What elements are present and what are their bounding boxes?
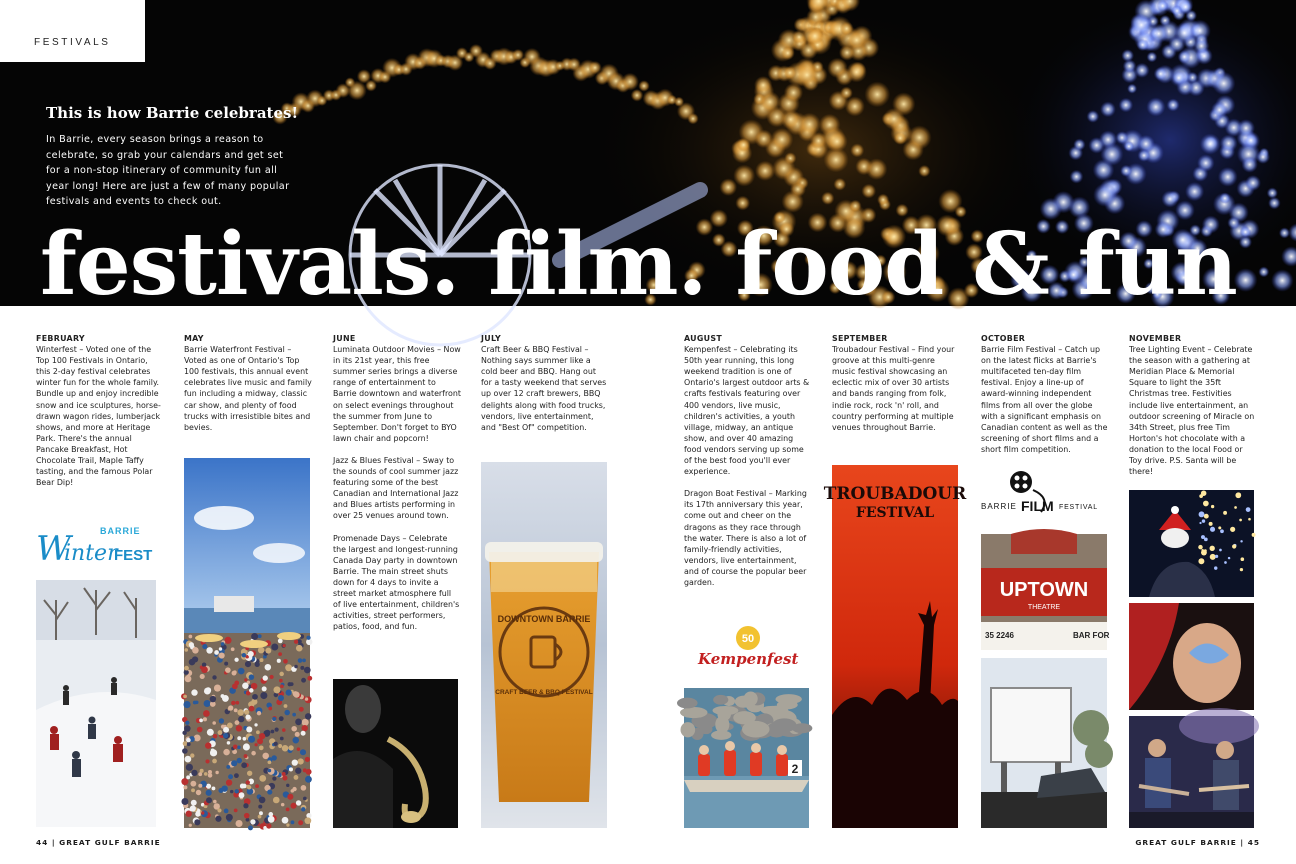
marquee-subtitle: THEATRE [1027, 604, 1061, 611]
kempenfest-logo [696, 620, 799, 672]
event-description: Craft Beer & BBQ Festival – Nothing says summer like a cold beer and BBQ. Hang out for a tasty weekend that serves up over 12 craft brewers, BBQ delights along with food trucks, vendors, live entertainment, and "Best Of" competition. [481, 345, 607, 432]
winterfest-logo-fest: FEST [114, 547, 153, 564]
column-october [981, 333, 1109, 466]
winterfest-logo [36, 520, 158, 570]
craft-beer-photo [481, 462, 607, 828]
intro-title: This is how Barrie celebrates! [46, 104, 299, 122]
month-heading: OCTOBER [981, 334, 1026, 343]
event-description-jazz: Jazz & Blues Festival – Sway to the sounds of cool summer jazz featuring some of the best Canadian and International Jazz and Blues artists performing in over 25 venues around town. [333, 455, 459, 521]
footer-left: 44 | GREAT GULF BARRIE [36, 838, 161, 847]
column-november [1129, 333, 1257, 488]
event-description: Tree Lighting Event – Celebrate the season with a gathering at Meridian Place & Memorial Square to light the 35ft Christmas tree. Festivities include live entertainment, an outdoor screening of Miracle on 34th Street, plus free Tim Horton's hot chocolate with a donation to the local Food or Toy drive. P.S. Santa will be there! [1129, 345, 1255, 477]
film-logo-mid: FILM [1021, 498, 1054, 514]
month-heading: JUNE [333, 334, 356, 343]
waterfront-festival-photo [184, 458, 310, 828]
month-heading: SEPTEMBER [832, 334, 888, 343]
film-logo-right: FESTIVAL [1059, 504, 1098, 511]
kempenfest-logo-text: Kempenfest [698, 650, 799, 668]
section-tag [0, 0, 145, 62]
footer-right: GREAT GULF BARRIE | 45 [1135, 838, 1260, 847]
cup-text-bottom: CRAFT BEER & BBQ FESTIVAL [495, 689, 593, 696]
kempenfest-badge: 50 [741, 633, 755, 645]
event-description: Troubadour Festival – Find your groove at this multi-genre music festival showcasing an eclectic mix of over 30 artists and bands ranging from folk, indie rock, rock 'n' roll, and country performing at multiple venues throughout Barrie. [832, 345, 955, 432]
boat-number: 2 [791, 762, 799, 776]
hero-banner [0, 0, 1296, 315]
event-description: Winterfest – Voted one of the Top 100 Festivals in Ontario, this 2-day festival celebrates winter fun for the whole family. Bundle up and enjoy incredible snow and ice sculptures, horse-drawn wagon rides, lumberjack shows, and more at Heritage Park. There's the annual Pancake Breakfast, Hot Chocolate Trail, Maple Taffy tasting, and the famous Polar Bear Dip! [36, 345, 161, 488]
marquee-right: BAR FOR [1073, 631, 1110, 640]
section-tag-label: FESTIVALS [34, 37, 111, 48]
poster-subtitle: FESTIVAL [855, 505, 935, 521]
column-august [684, 333, 812, 599]
winterfest-logo-w: W [36, 529, 71, 569]
face-paint-photo [1129, 603, 1254, 710]
column-september [832, 333, 960, 444]
winterfest-photo [36, 580, 156, 827]
page-headline: festivals. film. food & fun [40, 214, 1237, 315]
band-performance-photo [1129, 716, 1254, 828]
dragon-boat-photo [684, 688, 809, 828]
column-june [333, 333, 461, 643]
column-july [481, 333, 609, 444]
jazz-saxophone-photo [333, 679, 458, 828]
troubadour-poster [823, 465, 967, 828]
column-february [36, 333, 164, 499]
event-description: Barrie Waterfront Festival – Voted as one of Ontario's Top 100 festivals, this annual event celebrates live music and family fun including a midway, classic car show, and plenty of food trucks with irresistible bites and bevies. [184, 345, 312, 432]
cup-text-top: DOWNTOWN BARRIE [497, 614, 591, 624]
intro-body: In Barrie, every season brings a reason to celebrate, so grab your calendars and get set for a non-stop itinerary of community fun all year long! Here are just a few of many popular festivals and events to check out. [46, 134, 290, 207]
month-heading: JULY [481, 334, 502, 343]
event-description: Barrie Film Festival – Catch up on the latest flicks at Barrie's multifaceted ten-day film festival. Enjoy a line-up of award-winning independent films from all over the globe with a significant emphasis on Canadian content as well as the screening of short films and a short film competition. [981, 345, 1108, 454]
film-logo-left: BARRIE [981, 502, 1017, 511]
column-may [184, 333, 312, 444]
santa-crowd-photo [1129, 490, 1254, 597]
winterfest-logo-inter: inter [64, 541, 118, 566]
month-heading: MAY [184, 334, 204, 343]
marquee-title: UPTOWN [999, 579, 1089, 601]
event-description-promenade: Promenade Days – Celebrate the largest and longest-running Canada Day party in downtown Barrie. The main street shuts down for 4 days to invite a street market atmosphere full of live entertainment, children's activities, street performers, patios, food, and fun. [333, 533, 460, 632]
marquee-left: 35 2246 [985, 631, 1014, 640]
month-heading: NOVEMBER [1129, 334, 1182, 343]
poster-title: TROUBADOUR [823, 484, 967, 504]
month-heading: AUGUST [684, 334, 723, 343]
drive-in-screen-photo [981, 658, 1107, 828]
barrie-film-festival-logo [981, 468, 1109, 524]
month-heading: FEBRUARY [36, 334, 85, 343]
event-description-dragon-boat: Dragon Boat Festival – Marking its 17th anniversary this year, come out and cheer on the dragons as they race through the water. There is also a lot of family-friendly activities, vendors, live entertainment, and of course the popular beer garden. [684, 489, 807, 587]
winterfest-logo-top: BARRIE [100, 526, 141, 536]
uptown-theatre-photo [981, 534, 1110, 650]
event-description-kempenfest: Kempenfest – Celebrating its 50th year running, this long weekend tradition is one of Ontario's largest outdoor arts & crafts festivals featuring over 400 vendors, live music, children's activities, a youth village, midway, an antique show, and over 40 amazing food vendors serving up some of the best food you'll ever experience. [684, 345, 810, 477]
event-description-luminata: Luminata Outdoor Movies – Now in its 21st year, this free summer series brings a diverse range of entertainment to Barrie downtown and waterfront on select evenings throughout the summer from June to September. Don't forget to BYO lawn chair and popcorn! [333, 345, 461, 443]
